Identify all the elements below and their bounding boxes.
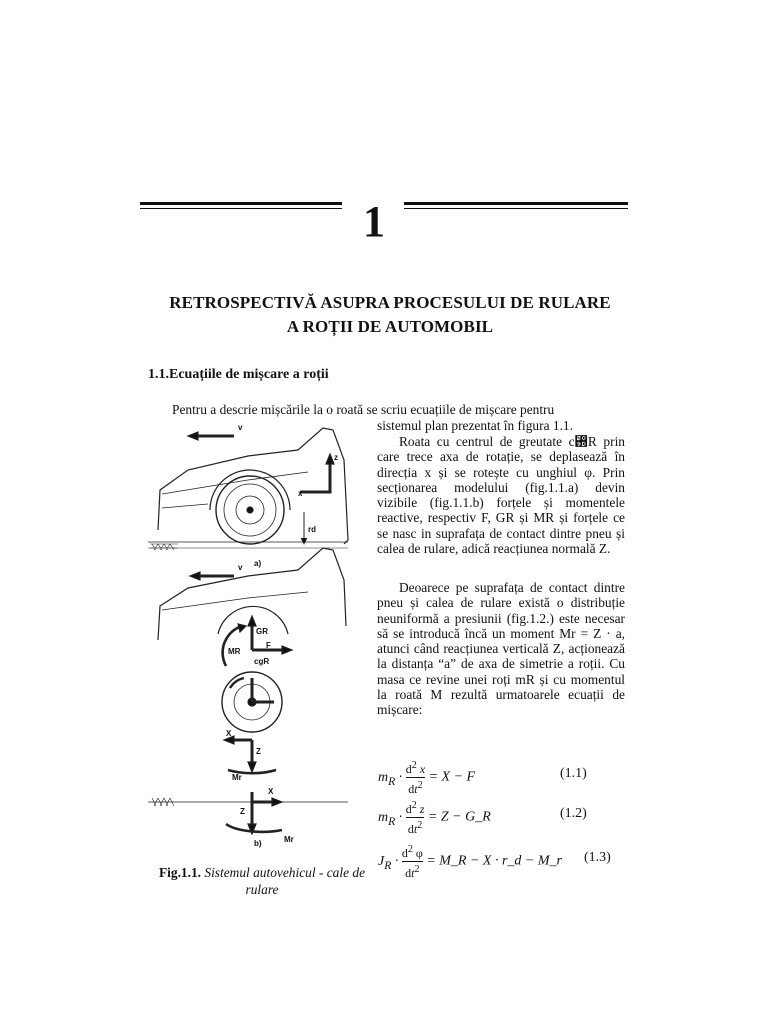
car-body-outline-a <box>158 428 348 544</box>
label-rd: rd <box>308 525 316 534</box>
equation-1-3-rhs: = M_R − X · r_d − M_r <box>426 853 562 869</box>
label-X-b: X <box>268 787 274 796</box>
header-rule-right-bottom <box>404 208 628 209</box>
label-z-top: z <box>334 453 338 462</box>
label-v-top: v <box>238 423 243 432</box>
section-heading: 1.1.Ecuațiile de mișcare a roții <box>148 367 329 382</box>
figure-vehicle-road-system <box>148 420 358 860</box>
label-F: F <box>266 641 271 650</box>
paragraph-wheel-center: Roata cu centrul de greutate c₝R prin care trece axa de rotație, se deplasează în direcția x și se rotește cu unghiul φ. Prin secționarea modelului (fig.1.1.a) devin vizibile (fig.1.1.b) forțele și momentele reactive, respectiv F, GR și MR și forțele ce se nasc in suprafața de contact dintre pneu și calea de rulare, adică reacțiunea normală Z. <box>377 434 625 557</box>
label-X: X <box>226 729 232 738</box>
paragraph-intro-rest: sistemul plan prezentat în figura 1.1. <box>377 418 573 433</box>
header-rule-left-bottom <box>140 208 342 209</box>
chapter-title-line1: RETROSPECTIVĂ ASUPRA PROCESULUI DE RULARE <box>169 293 611 312</box>
chapter-title-line2: A ROȚII DE AUTOMOBIL <box>286 317 494 336</box>
paragraph-pressure: Deoarece pe suprafața de contact dintre pneu și calea de rulare există o distribuție neuniformă a presiunii (fig.1.2.) este necesar să se introducă încă un moment Mr = Z · a, atunci când reacțiunea verticală Z, acționează la distanța “a” de axa de simetrie a roții. Cu masa ce revine unei roți mR și cu momentul la roată M rezultă urmatoarele ecuații de mișcare: <box>377 580 625 718</box>
label-Z-b: Z <box>240 807 245 816</box>
label-cgR: cgR <box>254 657 270 666</box>
label-Mr: Mr <box>232 773 242 782</box>
equation-1-3: $J_R$ · $\frac{d^2 \varphi}{dt^2}$ = M_R − X · r_d − M_r (1.3) <box>378 844 611 880</box>
header-rule-left-top <box>140 202 342 205</box>
label-Mr-b: Mr <box>284 835 294 844</box>
paragraph-intro: Pentru a descrie mișcările la o roată se scriu ecuațiile de mișcare pentru <box>172 402 555 417</box>
label-Z: Z <box>256 747 261 756</box>
equation-1-2-rhs: = Z − G_R <box>427 809 491 825</box>
label-v-mid: v <box>238 563 243 572</box>
equation-1-1-rhs: = X − F <box>428 769 476 785</box>
header-rule-right-top <box>404 202 628 205</box>
moment-arrow-MR <box>223 626 242 666</box>
label-GR: GR <box>256 627 268 636</box>
figure-caption <box>156 864 368 898</box>
axes-arrows-a <box>300 462 330 492</box>
equation-1-2: $m_R$ · $\frac{d^2 z}{dt^2}$ = Z − G_R (1.2) <box>378 800 587 836</box>
wheel-center-a <box>247 507 253 513</box>
figure-caption-text: Sistemul autovehicul - cale de rulare <box>204 865 366 897</box>
road-hatch-a <box>152 544 174 550</box>
equation-1-3-number: (1.3) <box>584 850 611 865</box>
label-x-top: x <box>298 489 303 498</box>
label-b: b) <box>254 839 262 848</box>
label-a: a) <box>254 559 262 568</box>
chapter-number: 1 <box>363 197 385 246</box>
figure-caption-number: Fig.1.1. <box>158 865 202 880</box>
equation-1-2-number: (1.2) <box>560 806 587 821</box>
equation-1-1-number: (1.1) <box>560 766 587 781</box>
label-MR: MR <box>228 647 241 656</box>
equation-1-1: $m_R$ · $\frac{d^2 x}{dt^2}$ = X − F (1.1) <box>378 760 587 796</box>
